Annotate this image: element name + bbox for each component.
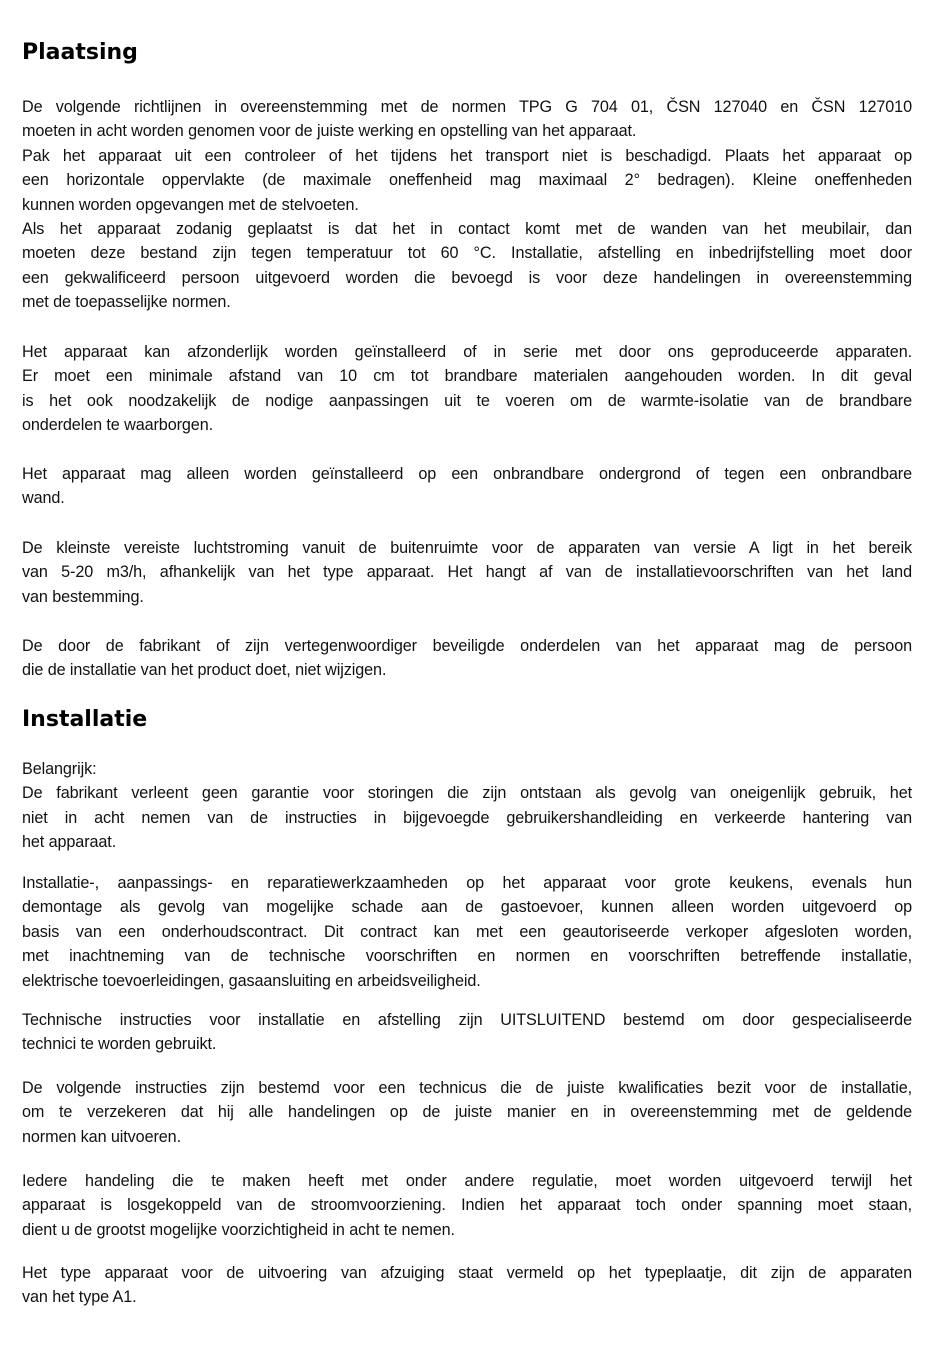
text-line: niet in acht nemen van de instructies in bijgevoegde gebruikershandleiding en verkeerde hantering van	[22, 808, 912, 827]
text-line: Technische instructies voor installatie en afstelling zijn UITSLUITEND bestemd om door gespecialiseerde	[22, 1011, 912, 1029]
text-line: moeten deze bestand zijn tegen temperatuur tot 60 °C. Installatie, afstelling en inbedrijfstelling moet door	[22, 244, 912, 263]
text-line: Het type apparaat voor de uitvoering van afzuiging staat vermeld op het typeplaatje, dit zijn de apparaten	[22, 1264, 912, 1282]
text-line: De kleinste vereiste luchtstroming vanuit de buitenruimte voor de apparaten van versie A ligt in het bereik	[22, 539, 912, 557]
text-line: wand.	[22, 489, 65, 508]
text-line: De volgende instructies zijn bestemd voor een technicus die de juiste kwalificaties bezit voor de installatie,	[22, 1079, 912, 1097]
text-line: een horizontale oppervlakte (de maximale oneffenheid mag maximaal 2° bedragen). Kleine oneffenheden	[22, 171, 912, 190]
text-line: die de installatie van het product doet, niet wijzigen.	[22, 661, 387, 680]
text-line: Als het apparaat zodanig geplaatst is dat het in contact komt met de wanden van het meubilair, dan	[22, 220, 912, 239]
text-line: onderdelen te waarborgen.	[22, 416, 213, 435]
text-line: van 5-20 m3/h, afhankelijk van het type apparaat. Het hangt af van de installatievoorschriften van het land	[22, 563, 912, 582]
text-line: met inachtneming van de technische voorschriften en normen en voorschriften betreffende installatie,	[22, 947, 912, 966]
text-line: De door de fabrikant of zijn vertegenwoordiger beveiligde onderdelen van het apparaat mag de persoon	[22, 637, 912, 655]
text-line: is het ook noodzakelijk de nodige aanpassingen uit te voeren om de warmte-isolatie van de brandbare	[22, 391, 912, 410]
section-heading-installatie: Installatie	[22, 707, 148, 732]
text-line: moeten in acht worden genomen voor de juiste werking en opstelling van het apparaat.	[22, 122, 637, 141]
text-line: Het apparaat mag alleen worden geïnstalleerd op een onbrandbare ondergrond of tegen een onbrandbare	[22, 465, 912, 483]
text-line: van het type A1.	[22, 1288, 137, 1307]
paragraph-installatie-5	[22, 1169, 912, 1242]
paragraph-plaatsing-1	[22, 95, 912, 315]
paragraph-installatie-6	[22, 1261, 912, 1310]
text-line: Iedere handeling die te maken heeft met onder andere regulatie, moet worden uitgevoerd terwijl het	[22, 1172, 912, 1190]
paragraph-installatie-2	[22, 871, 912, 993]
text-line: kunnen worden opgevangen met de stelvoeten.	[22, 195, 359, 214]
text-line: normen kan uitvoeren.	[22, 1127, 181, 1146]
text-line: Er moet een minimale afstand van 10 cm tot brandbare materialen aangehouden worden. In dit geval	[22, 367, 912, 386]
text-line: een gekwalificeerd persoon uitgevoerd worden die bevoegd is voor deze handelingen in overeenstemming	[22, 268, 912, 287]
text-line: Pak het apparaat uit een controleer of het tijdens het transport niet is beschadigd. Plaats het apparaat op	[22, 146, 912, 165]
text-line: Het apparaat kan afzonderlijk worden geïnstalleerd of in serie met door ons geproduceerde apparaten.	[22, 343, 912, 361]
text-line: Belangrijk:	[22, 760, 97, 778]
text-line: om te verzekeren dat hij alle handelingen op de juiste manier en in overeenstemming met de geldende	[22, 1103, 912, 1122]
text-line: Installatie-, aanpassings- en reparatiewerkzaamheden op het apparaat voor grote keukens, evenals hun	[22, 874, 912, 892]
paragraph-plaatsing-5	[22, 634, 912, 683]
text-line: dient u de grootst mogelijke voorzichtigheid in acht te nemen.	[22, 1220, 455, 1239]
text-line: De fabrikant verleent geen garantie voor storingen die zijn ontstaan als gevolg van oneigenlijk gebruik, het	[22, 784, 912, 803]
text-line: met de toepasselijke normen.	[22, 293, 231, 312]
text-line: het apparaat.	[22, 833, 117, 852]
text-line: elektrische toevoerleidingen, gasaansluiting en arbeidsveiligheid.	[22, 971, 481, 990]
paragraph-plaatsing-4	[22, 536, 912, 609]
section-heading-plaatsing: Plaatsing	[22, 40, 138, 65]
paragraph-installatie-3	[22, 1008, 912, 1057]
paragraph-installatie-1	[22, 757, 912, 855]
text-line: apparaat is losgekoppeld van de stroomvoorziening. Indien het apparaat toch onder spanning moet staan,	[22, 1196, 912, 1215]
paragraph-plaatsing-2	[22, 340, 912, 438]
text-line: demontage als gevolg van mogelijke schade aan de gastoevoer, kunnen alleen worden uitgevoerd op	[22, 898, 912, 917]
paragraph-installatie-4	[22, 1076, 912, 1149]
text-line: technici te worden gebruikt.	[22, 1035, 217, 1054]
text-line: van bestemming.	[22, 587, 144, 606]
text-line: De volgende richtlijnen in overeenstemming met de normen TPG G 704 01, ČSN 127040 en ČSN 127010	[22, 98, 912, 116]
paragraph-plaatsing-3	[22, 462, 912, 511]
text-line: basis van een onderhoudscontract. Dit contract kan met een geautoriseerde verkoper afgesloten worden,	[22, 922, 912, 941]
